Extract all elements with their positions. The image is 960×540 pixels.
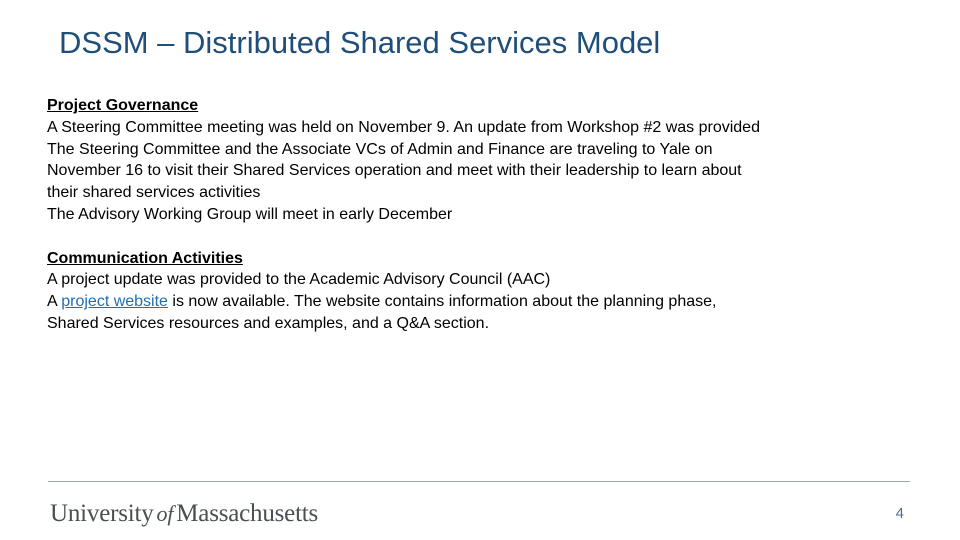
- communication-line: Shared Services resources and examples, and a Q&A section.: [47, 314, 490, 332]
- governance-line: November 16 to visit their Shared Services operation and meet with their leadership to learn about: [47, 162, 742, 180]
- logo-text: of: [156, 501, 174, 526]
- communication-line-with-link: [47, 291, 927, 313]
- communication-heading: Communication Activities: [47, 249, 243, 267]
- governance-line: A Steering Committee meeting was held on November 9. An update from Workshop #2 was provided: [47, 118, 760, 136]
- governance-line: The Advisory Working Group will meet in early December: [47, 205, 453, 223]
- communication-section: [47, 248, 927, 335]
- governance-heading: Project Governance: [47, 97, 199, 114]
- communication-text: A: [47, 293, 62, 311]
- footer-divider: [48, 481, 910, 482]
- governance-section: [47, 95, 927, 226]
- communication-text: is now available. The website contains information about the planning phase,: [167, 293, 717, 311]
- project-website-link[interactable]: project website: [61, 293, 168, 311]
- governance-line: The Steering Committee and the Associate VCs of Admin and Finance are traveling to Yale on: [47, 140, 713, 158]
- slide-body: [47, 95, 927, 335]
- governance-line: their shared services activities: [47, 184, 261, 202]
- logo-text: Massachusetts: [176, 500, 319, 527]
- slide-title: DSSM – Distributed Shared Services Model: [59, 25, 661, 60]
- page-number: 4: [895, 505, 904, 522]
- section-spacer: [47, 226, 927, 248]
- communication-line: A project update was provided to the Academic Advisory Council (AAC): [47, 271, 551, 289]
- university-logo: [50, 497, 318, 531]
- logo-text: University: [50, 500, 154, 527]
